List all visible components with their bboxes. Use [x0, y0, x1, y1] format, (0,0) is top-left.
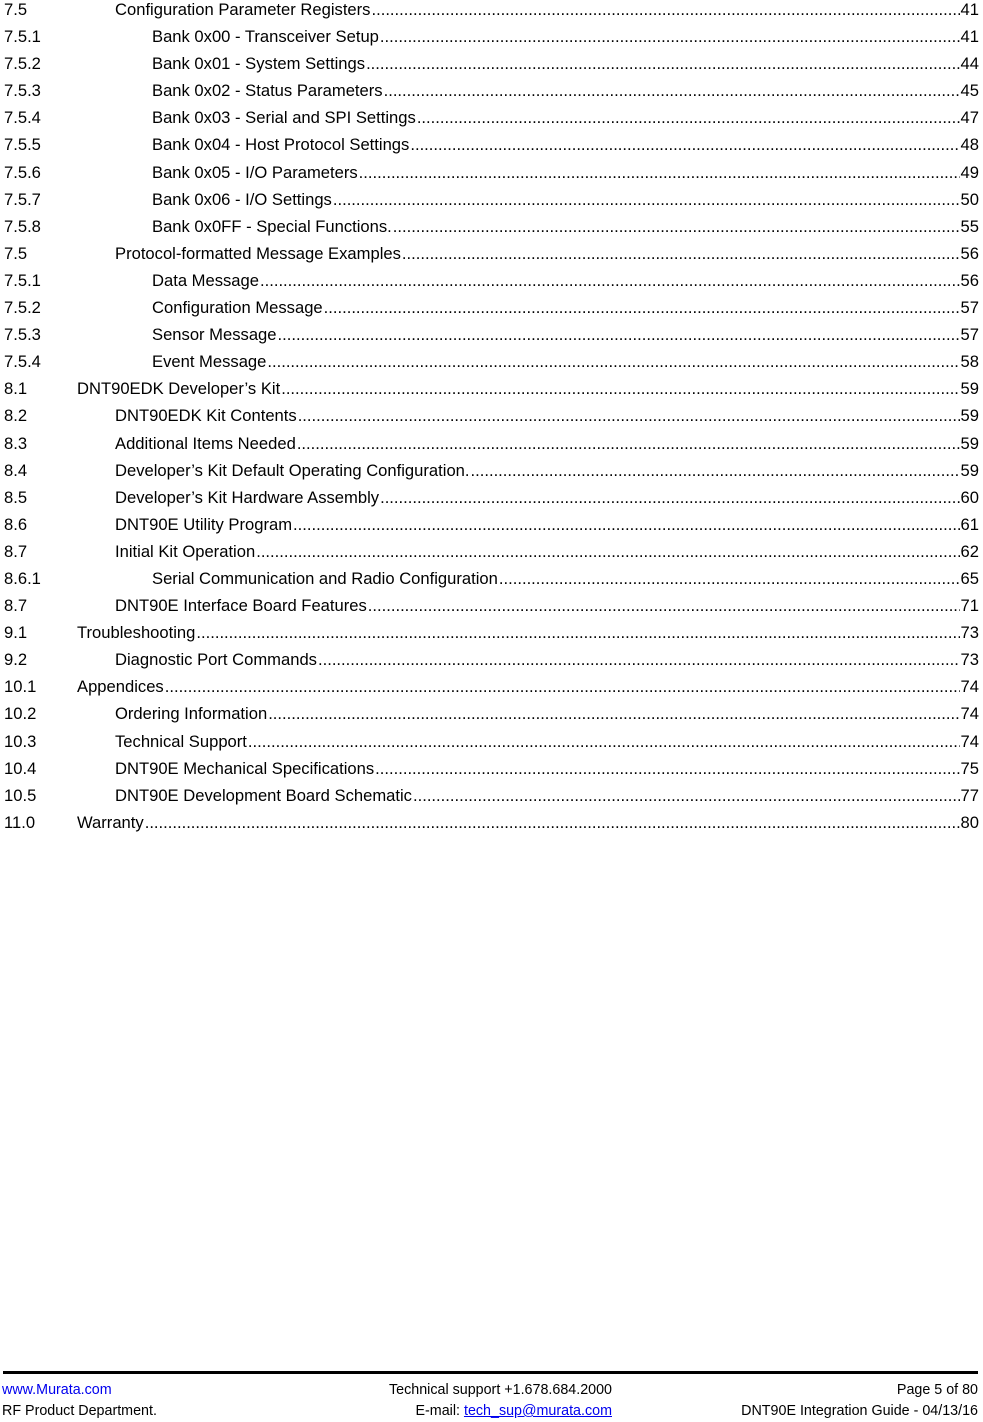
- toc-entry-page[interactable]: 57: [960, 325, 979, 345]
- table-of-contents: [4, 0, 979, 840]
- toc-entry-title[interactable]: Bank 0x01 - System Settings: [152, 54, 366, 74]
- toc-entry-main: [152, 108, 979, 127]
- toc-entry-title[interactable]: Sensor Message: [152, 325, 277, 345]
- toc-entry-page[interactable]: 75: [960, 758, 979, 778]
- toc-entry-page[interactable]: 59: [960, 460, 979, 480]
- toc-entry[interactable]: [4, 81, 979, 108]
- toc-entry-title[interactable]: Bank 0x05 - I/O Parameters: [152, 162, 358, 182]
- toc-entry-number: 8.2: [4, 406, 28, 426]
- toc-entry-page[interactable]: 41: [960, 27, 979, 47]
- toc-entry-main: [77, 677, 979, 696]
- tech-support-phone: Technical support +1.678.684.2000: [389, 1382, 612, 1398]
- toc-entry[interactable]: [4, 379, 979, 406]
- toc-entry-main: [152, 569, 979, 588]
- toc-entry[interactable]: [4, 325, 979, 352]
- email-link[interactable]: tech_sup@murata.com: [463, 1403, 612, 1419]
- toc-dot-leader: [268, 704, 959, 723]
- toc-dot-leader: [293, 515, 959, 534]
- toc-entry-number: 7.5.1: [4, 270, 41, 290]
- toc-entry-title[interactable]: Bank 0x03 - Serial and SPI Settings: [152, 108, 416, 128]
- toc-entry-page[interactable]: 48: [960, 135, 979, 155]
- document-info: DNT90E Integration Guide - 04/13/16: [741, 1403, 978, 1419]
- toc-entry-title[interactable]: Technical Support: [115, 731, 247, 751]
- toc-entry[interactable]: [4, 190, 979, 217]
- toc-entry-main: [77, 379, 979, 398]
- toc-entry[interactable]: [4, 461, 979, 488]
- toc-entry-title[interactable]: Troubleshooting: [77, 623, 196, 643]
- toc-dot-leader: [499, 569, 960, 588]
- toc-entry-number: 7.5.3: [4, 325, 41, 345]
- toc-entry[interactable]: [4, 54, 979, 81]
- toc-entry[interactable]: [4, 813, 979, 840]
- toc-entry-main: [115, 515, 979, 534]
- toc-entry-number: 7.5.8: [4, 216, 41, 236]
- toc-entry-title[interactable]: DNT90E Mechanical Specifications: [115, 758, 375, 778]
- toc-dot-leader: [384, 81, 960, 100]
- toc-entry-number: 8.7: [4, 596, 28, 616]
- toc-entry-page[interactable]: 74: [960, 731, 979, 751]
- toc-entry-page[interactable]: 77: [960, 785, 979, 805]
- toc-entry-page[interactable]: 60: [960, 487, 979, 507]
- toc-entry-main: [115, 461, 979, 480]
- footer-line-1: [0, 1380, 983, 1401]
- toc-entry[interactable]: [4, 0, 979, 27]
- toc-entry-number: 10.4: [4, 758, 37, 778]
- toc-entry-number: 8.6: [4, 514, 28, 534]
- toc-entry-title[interactable]: Configuration Parameter Registers: [115, 0, 371, 19]
- toc-entry-title[interactable]: DNT90EDK Developer’s Kit: [77, 379, 281, 399]
- toc-entry-title[interactable]: DNT90E Interface Board Features: [115, 596, 367, 616]
- toc-entry[interactable]: [4, 271, 979, 298]
- toc-entry-number: 9.2: [4, 650, 28, 670]
- toc-entry-number: 8.3: [4, 433, 28, 453]
- toc-entry-page[interactable]: 73: [960, 623, 979, 643]
- toc-entry-main: [152, 271, 979, 290]
- toc-entry-page[interactable]: 50: [960, 189, 979, 209]
- toc-entry-main: [152, 190, 979, 209]
- toc-entry-page[interactable]: 49: [960, 162, 979, 182]
- toc-entry-main: [115, 596, 979, 615]
- toc-entry-page[interactable]: 62: [960, 541, 979, 561]
- toc-entry[interactable]: [4, 704, 979, 731]
- page-footer: [0, 1380, 983, 1422]
- toc-entry-page[interactable]: 59: [960, 379, 979, 399]
- toc-entry-main: [115, 488, 979, 507]
- toc-entry-number: 8.5: [4, 487, 28, 507]
- toc-entry[interactable]: [4, 108, 979, 135]
- toc-entry-page[interactable]: 59: [960, 406, 979, 426]
- toc-entry-number: 8.7: [4, 541, 28, 561]
- footer-line-2: [0, 1401, 983, 1422]
- toc-entry[interactable]: [4, 650, 979, 677]
- toc-entry-title[interactable]: Data Message: [152, 270, 259, 290]
- toc-entry-number: 8.1: [4, 379, 28, 399]
- toc-entry-main: [152, 217, 979, 236]
- footer-divider: [3, 1371, 978, 1374]
- toc-dot-leader: [324, 298, 960, 317]
- toc-dot-leader: [417, 108, 960, 127]
- toc-entry-number: 7.5.3: [4, 81, 41, 101]
- toc-entry-page[interactable]: 58: [960, 352, 979, 372]
- page-number: Page 5 of 80: [896, 1382, 978, 1398]
- toc-entry-page[interactable]: 45: [960, 81, 979, 101]
- toc-entry-number: 7.5.2: [4, 54, 41, 74]
- toc-entry-number: 7.5.7: [4, 189, 41, 209]
- toc-entry[interactable]: [4, 27, 979, 54]
- toc-entry-page[interactable]: 65: [960, 568, 979, 588]
- toc-entry-number: 7.5.1: [4, 27, 41, 47]
- toc-entry-title[interactable]: Protocol-formatted Message Examples: [115, 243, 401, 263]
- toc-entry-number: 7.5.4: [4, 108, 41, 128]
- toc-dot-leader: [413, 786, 960, 805]
- toc-entry-number: 7.5: [4, 0, 28, 19]
- toc-entry-title[interactable]: Bank 0x0FF - Special Functions.: [152, 216, 392, 236]
- toc-dot-leader: [256, 542, 959, 561]
- toc-entry-number: 11.0: [4, 812, 36, 832]
- toc-dot-leader: [145, 813, 960, 832]
- toc-entry-main: [115, 542, 979, 561]
- toc-entry[interactable]: [4, 623, 979, 650]
- toc-entry-main: [152, 135, 979, 154]
- toc-entry-page[interactable]: 73: [960, 650, 979, 670]
- toc-entry-main: [115, 0, 979, 19]
- toc-entry-page[interactable]: 41: [960, 0, 979, 19]
- toc-entry-title[interactable]: Bank 0x04 - Host Protocol Settings: [152, 135, 410, 155]
- toc-entry-main: [152, 163, 979, 182]
- toc-dot-leader: [260, 271, 960, 290]
- toc-dot-leader: [410, 135, 959, 154]
- toc-entry[interactable]: [4, 569, 979, 596]
- toc-entry-number: 7.5.5: [4, 135, 41, 155]
- toc-entry[interactable]: [4, 732, 979, 759]
- toc-entry-title[interactable]: Diagnostic Port Commands: [115, 650, 317, 670]
- toc-entry-page[interactable]: 74: [960, 704, 979, 724]
- toc-entry-page[interactable]: 80: [960, 812, 979, 832]
- toc-entry-title[interactable]: Bank 0x02 - Status Parameters: [152, 81, 383, 101]
- toc-entry-title[interactable]: Initial Kit Operation: [115, 541, 256, 561]
- toc-dot-leader: [393, 217, 960, 236]
- toc-entry[interactable]: [4, 596, 979, 623]
- toc-dot-leader: [278, 325, 960, 344]
- toc-dot-leader: [298, 406, 960, 425]
- toc-entry[interactable]: [4, 352, 979, 379]
- toc-entry-page[interactable]: 47: [960, 108, 979, 128]
- toc-entry-page[interactable]: 74: [960, 677, 979, 697]
- toc-entry-number: 10.2: [4, 704, 37, 724]
- toc-entry-main: [77, 813, 979, 832]
- toc-entry-title[interactable]: Bank 0x00 - Transceiver Setup: [152, 27, 379, 47]
- toc-entry[interactable]: [4, 786, 979, 813]
- toc-entry-title[interactable]: Bank 0x06 - I/O Settings: [152, 189, 332, 209]
- toc-entry[interactable]: [4, 135, 979, 162]
- toc-dot-leader: [318, 650, 960, 669]
- toc-dot-leader: [281, 379, 959, 398]
- toc-entry-number: 8.6.1: [4, 568, 41, 588]
- toc-entry-main: [115, 244, 979, 263]
- toc-entry-main: [152, 298, 979, 317]
- toc-entry-page[interactable]: 59: [960, 433, 979, 453]
- toc-entry[interactable]: [4, 244, 979, 271]
- toc-entry[interactable]: [4, 406, 979, 433]
- toc-entry-title[interactable]: Warranty: [77, 812, 144, 832]
- toc-dot-leader: [371, 0, 959, 19]
- toc-dot-leader: [267, 352, 959, 371]
- toc-entry-number: 7.5.6: [4, 162, 41, 182]
- toc-entry-number: 10.1: [4, 677, 37, 697]
- email-label: E-mail:: [415, 1403, 460, 1419]
- toc-entry-title[interactable]: Additional Items Needed: [115, 433, 296, 453]
- toc-entry-number: 10.5: [4, 785, 37, 805]
- toc-entry-main: [152, 27, 979, 46]
- toc-entry[interactable]: [4, 163, 979, 190]
- toc-entry-main: [115, 732, 979, 751]
- toc-entry-number: 7.5.4: [4, 352, 41, 372]
- toc-entry-main: [152, 81, 979, 100]
- toc-entry-title[interactable]: Configuration Message: [152, 298, 323, 318]
- website-link[interactable]: www.Murata.com: [2, 1382, 112, 1398]
- toc-dot-leader: [380, 27, 960, 46]
- toc-entry-title[interactable]: Ordering Information: [115, 704, 268, 724]
- toc-entry-main: [115, 650, 979, 669]
- toc-entry-page[interactable]: 56: [960, 243, 979, 263]
- toc-entry-page[interactable]: 71: [960, 596, 979, 616]
- toc-entry[interactable]: [4, 542, 979, 569]
- toc-dot-leader: [333, 190, 960, 209]
- toc-entry[interactable]: [4, 759, 979, 786]
- toc-entry-page[interactable]: 44: [960, 54, 979, 74]
- toc-dot-leader: [375, 759, 959, 778]
- toc-entry-title[interactable]: Developer’s Kit Hardware Assembly: [115, 487, 380, 507]
- toc-entry-title[interactable]: DNT90E Utility Program: [115, 514, 293, 534]
- toc-entry-main: [152, 54, 979, 73]
- toc-dot-leader: [471, 461, 960, 480]
- toc-dot-leader: [368, 596, 960, 615]
- toc-entry-number: 7.5.2: [4, 298, 41, 318]
- toc-entry-number: 9.1: [4, 623, 28, 643]
- toc-entry[interactable]: [4, 677, 979, 704]
- toc-entry-number: 8.4: [4, 460, 28, 480]
- email-block: [330, 1401, 612, 1421]
- toc-entry[interactable]: [4, 515, 979, 542]
- toc-entry-main: [115, 786, 979, 805]
- toc-entry-main: [115, 406, 979, 425]
- toc-entry[interactable]: [4, 217, 979, 244]
- toc-entry-title[interactable]: Developer’s Kit Default Operating Configuration.: [115, 460, 470, 480]
- toc-dot-leader: [297, 434, 960, 453]
- toc-dot-leader: [380, 488, 959, 507]
- toc-entry[interactable]: [4, 488, 979, 515]
- toc-entry-number: 7.5: [4, 243, 28, 263]
- toc-entry[interactable]: [4, 298, 979, 325]
- toc-entry-main: [152, 352, 979, 371]
- toc-entry-main: [152, 325, 979, 344]
- toc-entry[interactable]: [4, 434, 979, 461]
- toc-entry-title[interactable]: Appendices: [77, 677, 164, 697]
- toc-entry-page[interactable]: 61: [960, 514, 979, 534]
- department-label: RF Product Department.: [2, 1403, 157, 1419]
- toc-dot-leader: [359, 163, 960, 182]
- toc-entry-main: [115, 434, 979, 453]
- toc-entry-title[interactable]: Event Message: [152, 352, 267, 372]
- toc-entry-main: [115, 759, 979, 778]
- toc-dot-leader: [165, 677, 960, 696]
- toc-entry-title[interactable]: DNT90E Development Board Schematic: [115, 785, 412, 805]
- toc-dot-leader: [196, 623, 959, 642]
- toc-entry-title[interactable]: DNT90EDK Kit Contents: [115, 406, 297, 426]
- toc-dot-leader: [248, 732, 960, 751]
- toc-entry-main: [115, 704, 979, 723]
- toc-entry-page[interactable]: 57: [960, 298, 979, 318]
- toc-entry-page[interactable]: 56: [960, 270, 979, 290]
- toc-dot-leader: [402, 244, 960, 263]
- toc-dot-leader: [366, 54, 959, 73]
- toc-entry-title[interactable]: Serial Communication and Radio Configuration: [152, 568, 498, 588]
- toc-entry-main: [77, 623, 979, 642]
- toc-entry-page[interactable]: 55: [960, 216, 979, 236]
- toc-entry-number: 10.3: [4, 731, 37, 751]
